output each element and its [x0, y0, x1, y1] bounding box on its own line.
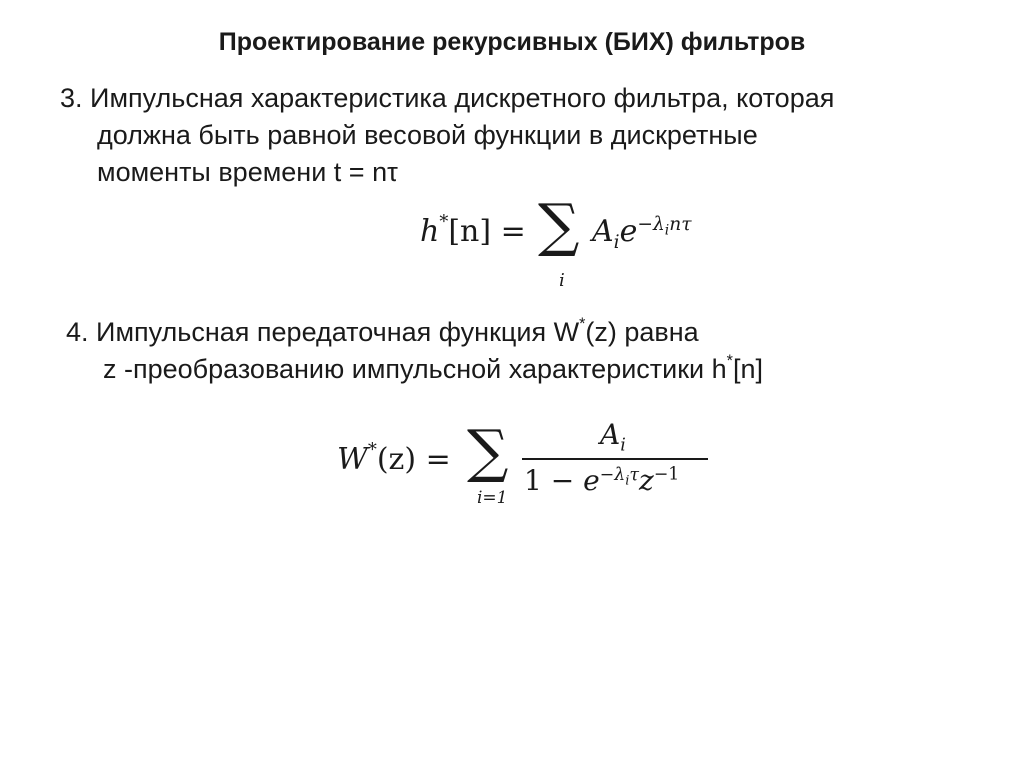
item-text: z -преобразованию импульсной характеристики h: [103, 354, 727, 384]
formula-coefficient: A: [592, 214, 614, 249]
formula-lhs-arg: (z) =: [376, 442, 451, 477]
item-text-line: Импульсная характеристика дискретного фильтра, которая: [90, 83, 835, 113]
summation-index: i: [559, 270, 565, 291]
formula-subscript: i: [613, 232, 620, 253]
formula-lhs-arg: [n] =: [448, 214, 526, 249]
fraction-numerator: $A_i$: [600, 418, 626, 456]
formula-lhs: W: [337, 442, 368, 477]
item-text: [n]: [732, 354, 763, 384]
formula-star: *: [439, 211, 449, 233]
formula-lhs: h: [420, 214, 440, 249]
item-star: *: [579, 314, 586, 333]
item-number: 3.: [60, 83, 83, 113]
fraction-denominator: $1 - e^{-\lambda_i\tau}z^{-1}$: [524, 464, 680, 497]
item-text-line: должна быть равной весовой функции в дискретные: [97, 120, 758, 150]
item-star: *: [726, 351, 733, 370]
item-text: Импульсная передаточная функция W: [96, 317, 580, 347]
formula-exponential: e: [619, 214, 638, 249]
formula-exponent: −λinτ: [637, 214, 692, 239]
list-item-3: [60, 80, 834, 191]
item-text: (z) равна: [585, 317, 699, 347]
summation-symbol: ∑: [538, 191, 580, 259]
item-number: 4.: [66, 317, 89, 347]
item-text-line: моменты времени t = nτ: [97, 157, 398, 187]
fraction-bar: [522, 458, 708, 460]
summation-symbol: ∑: [467, 417, 509, 485]
summation-index: i=1: [477, 488, 508, 508]
formula-star: *: [367, 439, 377, 461]
list-item-4: [66, 314, 763, 388]
slide-title: Проектирование рекурсивных (БИХ) фильтров: [218, 28, 806, 56]
